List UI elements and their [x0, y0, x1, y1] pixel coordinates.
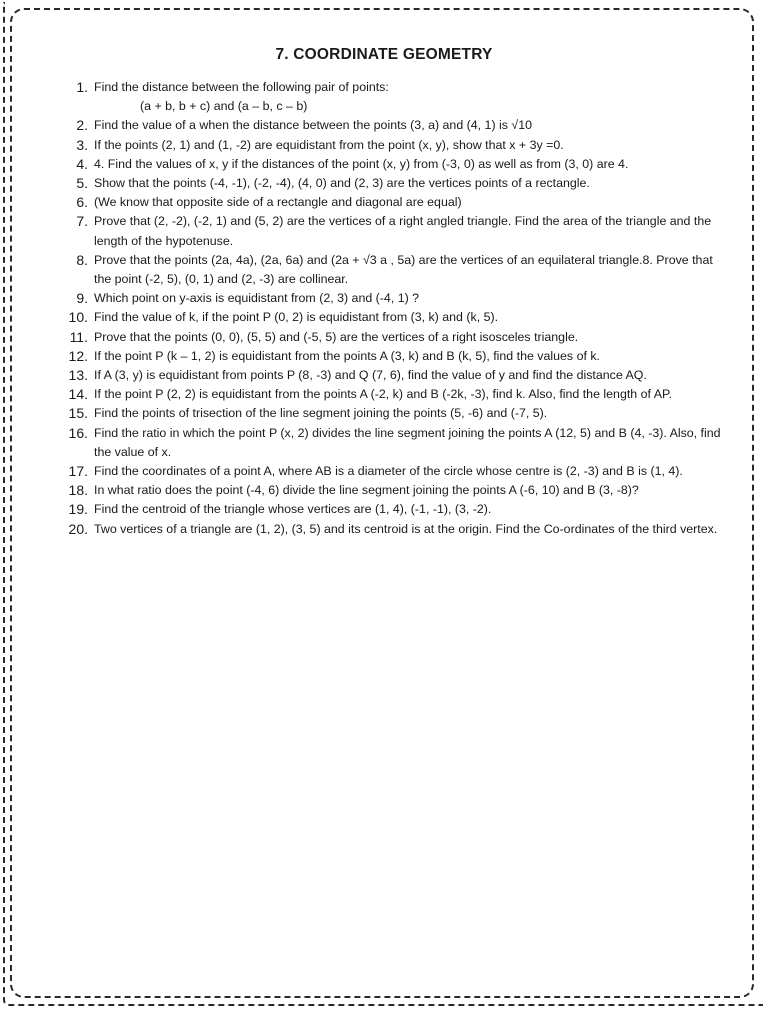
question-subtext: (a + b, b + c) and (a – b, c – b) [140, 99, 308, 114]
question-number: 18. [68, 482, 88, 499]
question-number: 13. [68, 367, 88, 384]
question-number: 10. [68, 309, 88, 326]
question-item [60, 308, 730, 327]
question-number: 1. [76, 79, 88, 95]
question-list [60, 78, 730, 539]
question-text: If the points (2, 1) and (1, -2) are equidistant from the point (x, y), show that x + 3y =0. [94, 137, 564, 152]
question-number: 9. [76, 290, 88, 307]
question-text: If the point P (2, 2) is equidistant from the points A (-2, k) and B (-2k, -3), find k. Also, find the length of AP. [94, 387, 673, 402]
question-number: 3. [76, 136, 88, 153]
question-number: 19. [68, 501, 88, 518]
question-item [60, 212, 730, 250]
question-item [60, 251, 730, 289]
question-item [60, 174, 730, 193]
question-number: 2. [76, 117, 88, 134]
question-text: If A (3, y) is equidistant from points P (8, -3) and Q (7, 6), find the value of y and find the distance AQ. [94, 368, 647, 383]
question-item [60, 500, 730, 519]
question-text: Find the coordinates of a point A, where AB is a diameter of the circle whose centre is (2, -3) and B is (1, 4). [94, 464, 683, 479]
question-item [60, 155, 730, 174]
question-item [60, 347, 730, 366]
question-text: (We know that opposite side of a rectangle and diagonal are equal) [94, 195, 462, 210]
question-item [60, 289, 730, 308]
question-text: In what ratio does the point (-4, 6) divide the line segment joining the points A (-6, 10) and B (3, -8)? [94, 483, 639, 498]
question-number: 11. [69, 328, 88, 345]
question-number: 16. [68, 424, 88, 441]
question-text: Show that the points (-4, -1), (-2, -4), (4, 0) and (2, 3) are the vertices points of a rectangle. [94, 176, 590, 191]
question-number: 20. [68, 520, 88, 537]
question-number: 15. [68, 405, 88, 422]
question-item [60, 520, 730, 539]
question-item [60, 404, 730, 423]
question-text: Find the ratio in which the point P (x, 2) divides the line segment joining the points A (12, 5) and B (4, -3). Also, find the value of x. [94, 425, 721, 459]
question-text: Prove that the points (2a, 4a), (2a, 6a) and (2a + √3 a , 5a) are the vertices of an equilateral triangle.8. Prove that the point (-2, 5), (0, 1) and (2, -3) are collinear. [94, 252, 713, 287]
question-number: 6. [76, 194, 88, 211]
question-item [60, 366, 730, 385]
question-item [60, 78, 730, 116]
question-text: If the point P (k – 1, 2) is equidistant from the points A (3, k) and B (k, 5), find the values of k. [94, 348, 600, 363]
question-text: Find the centroid of the triangle whose vertices are (1, 4), (-1, -1), (3, -2). [94, 502, 492, 517]
question-item [60, 424, 730, 462]
question-number: 12. [68, 347, 88, 364]
question-number: 4. [76, 155, 88, 172]
question-text: Two vertices of a triangle are (1, 2), (3, 5) and its centroid is at the origin. Find the Co-ordinates of the third vertex. [94, 521, 718, 536]
question-number: 8. [76, 251, 88, 268]
worksheet-title: 7. COORDINATE GEOMETRY [275, 46, 493, 63]
question-text: Find the distance between the following pair of points: [94, 80, 389, 94]
question-text: Prove that the points (0, 0), (5, 5) and (-5, 5) are the vertices of a right isosceles triangle. [94, 329, 579, 344]
question-text: Find the points of trisection of the line segment joining the points (5, -6) and (-7, 5). [94, 406, 548, 421]
question-text: Find the value of a when the distance between the points (3, a) and (4, 1) is √10 [94, 118, 532, 133]
question-number: 7. [76, 213, 88, 230]
question-item [60, 136, 730, 155]
question-number: 14. [68, 386, 88, 403]
question-item [60, 193, 730, 212]
question-text: Prove that (2, -2), (-2, 1) and (5, 2) are the vertices of a right angled triangle. Find the area of the triangle and the length of the hypotenuse. [94, 214, 712, 248]
question-item [60, 385, 730, 404]
question-text: 4. Find the values of x, y if the distances of the point (x, y) from (-3, 0) as well as from (3, 0) are 4. [94, 156, 629, 171]
question-item [60, 328, 730, 347]
question-item [60, 481, 730, 500]
question-text: Which point on y-axis is equidistant from (2, 3) and (-4, 1) ? [94, 291, 420, 306]
question-item [60, 116, 730, 135]
question-number: 17. [68, 463, 88, 480]
question-text: Find the value of k, if the point P (0, 2) is equidistant from (3, k) and (k, 5). [94, 310, 499, 325]
question-number: 5. [76, 175, 88, 192]
question-item [60, 462, 730, 481]
